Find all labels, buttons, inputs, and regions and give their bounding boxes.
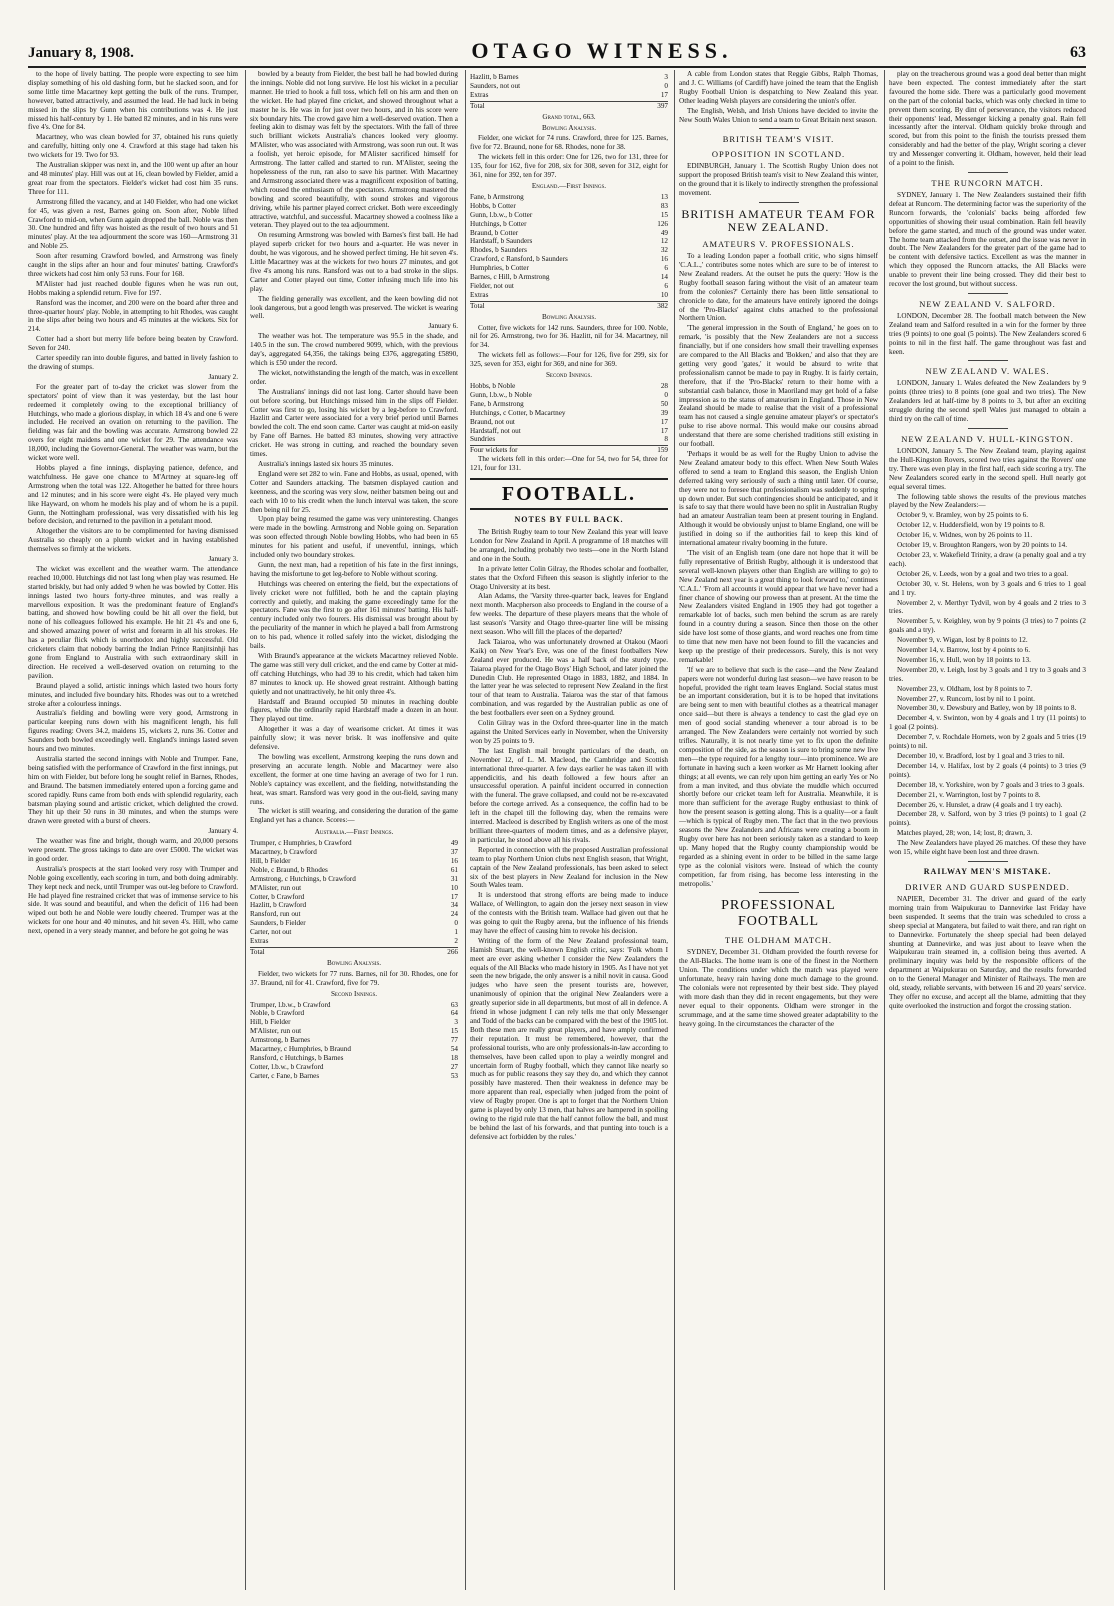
runs-value: 17: [450, 892, 458, 901]
score-row: [250, 1063, 458, 1072]
paragraph: A cable from London states that Reggie Gibbs, Ralph Thomas, and J. C. Williams (of Cardiff) have joined the team that the English Rugby Football Union is despatching to New Zealand this year. Other leading Welsh players are considering the union's offer.: [679, 70, 878, 105]
score-row: [470, 418, 668, 427]
score-row: [470, 273, 668, 282]
total-label: Total: [470, 301, 485, 310]
results-summary: The New Zealanders have played 26 matches. Of these they have won 15, while eight have been lost and three drawn.: [889, 839, 1086, 857]
result-item: December 21, v. Warrington, lost by 7 points to 8.: [897, 790, 1041, 799]
page-number: 63: [1069, 44, 1086, 61]
cricket-report-part-1: [28, 70, 238, 936]
batsman-entry: Hutchings, c Cotter, b Macartney: [470, 408, 566, 417]
runcorn-heading: THE RUNCORN MATCH.: [931, 177, 1044, 188]
paragraph: 'The visit of an English team (one dare not hope that it will be fully representative of British Rugby, although it is understood that several well-known players other than English are willing to go) to New Zealand next year is a great thing to look forward to,' continues 'C.A.L.' 'From all accounts it would appear that we have never had a finer chance of showing our prowess than at present. At the time the New Zealanders visited England in 1905 they had got together a remarkable lot of backs, such men behind the scrum as are rarely found in a country during a season. Since then those on the other side have lost some of those giants, and word reaches one from time to time that new men have not been found to fill the vacancies and keep up the prestige of their predecessors. Surely, this is not very remarkable!: [679, 548, 878, 664]
total-label: Four wickets for: [470, 446, 518, 455]
score-row: [470, 229, 668, 238]
wales-heading: NEW ZEALAND V. WALES.: [925, 366, 1050, 377]
batsman-entry: Gunn, l.b.w., b Cotter: [470, 210, 533, 219]
runs-value: 10: [660, 290, 668, 299]
score-row: [470, 246, 668, 255]
scorecard-continued: [470, 73, 668, 473]
paragraph: Altogether it was a day of wearisome cricket. At times it was painfully slow; it was never brisk. It was inoffensive and quite defensive.: [250, 725, 458, 752]
runs-value: 18: [450, 1053, 458, 1062]
paragraph: The English, Welsh, and Irish Unions have decided to invite the New South Wales Union to send a team to Great Britain next season.: [679, 106, 878, 124]
score-row: [470, 391, 668, 400]
paragraph: In a private letter Colin Gilray, the Rhodes scholar and footballer, states that the Oxford Fifteen this season is slightly inferior to the Otago University at its best.: [470, 564, 668, 591]
result-item: December 4, v. Swinton, won by 4 goals and 1 try (11 points) to 1 goal (2 points).: [889, 714, 1086, 732]
england-fall-of-wickets: The wickets fell as follows:—Four for 126, five for 299, six for 325, seven for 353, eight for 369, and nine for 369.: [470, 351, 668, 369]
total-value: 266: [447, 948, 458, 956]
paragraph: Reported in connection with the proposed Australian professional team to play Northern Union clubs next English season, that Wright, captain of the New Zealand professionals, has been asked to select six of the best players in New Zealand for inclusion in the New South Wales team.: [470, 845, 668, 890]
scorecard-title: Australia.—First Innings.: [314, 828, 394, 837]
score-row: [470, 435, 668, 444]
paragraph: On resuming Armstrong was bowled with Barnes's first ball. He had played superb cricket for two hours and a-quarter. He was never in doubt, he was vigorous, and he showed perfect timing. He hit seven 4's. Little Macartney was at the wickets for two hours 27 minutes, and got five 4's among his runs. Ransford was out to a bad stroke in the slips. Carter and Cotter played out time, Cotter infusing much life into his play.: [250, 231, 458, 293]
runs-value: 10: [450, 883, 458, 892]
batsman-entry: M'Alister, run out: [250, 883, 302, 892]
result-item: November 23, v. Oldham, lost by 8 points to 7.: [897, 684, 1033, 693]
notes-heading: NOTES BY FULL BACK.: [514, 515, 624, 525]
grand-total: Grand total, 663.: [542, 112, 596, 121]
result-item: November 16, v. Hull, won by 18 points to 13.: [897, 655, 1031, 664]
paragraph: To a leading London paper a football critic, who signs himself 'C.A.L.,' contributes some notes which are sure to be of interest to New Zealand readers. At the outset he puts the query: 'How is the Rugby football season faring without the visit of an amateur team from the colonies?' Certainly there has been little sensational to chronicle to date, for the amateurs have entirely ignored the doings of the 'Pro-Blacks' against clubs attached to the professional Northern Union.: [679, 252, 878, 323]
score-row: [470, 237, 668, 246]
score-row: [250, 1036, 458, 1045]
paragraph: The wicket was excellent and the weather warm. The attendance reached 10,000. Hutchings did not last long when play was resumed. He started briskly, but had only added 9 when he was bowled by Cotter. His innings lasted two hours forty-three minutes, and was really a marvellous exposition. It was the predominant feature of England's batting, and showed how bowling could be hit all over the field, but none of his colleagues followed his example. He hit 21 4's and one 6, and showed amazing power of wrist and forearm in all his strokes. He has a peculiar flick which is unorthodox and highly successful. Old cricketers claim that nobody barring the Indian Prince Ranjitsinhji has gone from England to Australia with such extraordinary skill in direction. He received a well-deserved ovation on returning to the pavilion.: [28, 564, 238, 680]
runs-value: 31: [450, 874, 458, 883]
paragraph: Macartney, who was clean bowled for 37, obtained his runs quietly and carefully, hitting only one 4. Crawford at this stage had taken his two wickets for 19. Two for 93.: [28, 133, 238, 160]
batsman-entry: Trumper, l.b.w., b Crawford: [250, 1000, 331, 1009]
railway-subheading: DRIVER AND GUARD SUSPENDED.: [905, 881, 1070, 892]
total-value: 382: [657, 301, 668, 310]
result-item: December 14, v. Halifax, lost by 2 goals (4 points) to 3 tries (9 points).: [889, 761, 1086, 779]
analysis-title: Bowling Analysis.: [326, 958, 382, 967]
runs-value: 1: [454, 928, 458, 937]
column-divider: [884, 70, 885, 1590]
paragraph: Altogether the visitors are to be complimented for having dismissed Australia so cheaply on a plumb wicket and in having established themselves so firmly at the wickets.: [28, 527, 238, 554]
oldham-heading: THE OLDHAM MATCH.: [725, 935, 832, 946]
paragraph: For the greater part of to-day the cricket was slower from the spectators' point of view than it was yesterday, but the last hour redeemed it completely owing to the exceptional brilliancy of Hutchings, who made a glorious display, in which 18 4's and one 6 were included. He received an ovation on returning to the pavilion. The fielding was fair and the bowling was accurate. Armstrong bowled 22 overs for eight maidens and one wicket for 29. The attendance was 18,000, including the Governor-General. The weather was warm, but the wicket wore well.: [28, 382, 238, 463]
separator: [759, 892, 799, 893]
runs-value: 77: [450, 1036, 458, 1045]
paragraph: The Australian skipper was next in, and the 100 went up after an hour and 48 minutes' play. Hill was out at 16, clean bowled by Fielder, amid a great roar from the spectators. Fielder's wicket had cost him 35 runs. Three for 111.: [28, 161, 238, 196]
column-4: [679, 70, 878, 1590]
edinburgh-report: EDINBURGH, January 1. The Scottish Rugby Union does not support the proposed British team's visit to New Zealand this winter, on the ground that it is likely to indirectly strengthen the professional movement.: [679, 162, 878, 198]
total-value: 397: [657, 101, 668, 110]
amateur-article: [679, 252, 878, 888]
cricket-report-part-2: [250, 70, 458, 825]
england-second-innings-title: Second Innings.: [545, 371, 593, 380]
paragraph: bowled by a beauty from Fielder, the best ball he had bowled during the innings. Noble did not long survive. He lost his wicket in a peculiar manner. He tried to hook a full toss, which fell on his arm and then on the wicket. He had played fine cricket, and showed throughout what a master he is. He was in for just over two hours, and in his score were six boundary hits. The crowd gave him a well-deserved ovation. Then a feeling akin to dismay was felt by the spectators. With the fall of three such brilliant wickets Australia's chances looked very gloomy. M'Alister, who was associated with Armstrong, was soon run out. It was a foolish, yet heroic episode, for M'Alister sacrificed himself for Armstrong. The latter called and started to run. M'Alister, seeing the hopelessness of the run, ran also to save his partner. With Macartney and Armstrong associated there was a magnificent exposition of batting, which roused the enthusiasm of the spectators. Armstrong mastered the bowling and scored beautifully, with sound strokes and vigorous driving, while his partner played correct cricket. Both were exceedingly attractive, watchful, and successful. Macartney showed a coolness like a veteran. They played out to the tea adjournment.: [250, 70, 458, 230]
bowling-analysis: Fielder, one wicket for 74 runs. Crawford, three for 125. Barnes, five for 72. Braund, none for 68. Rhodes, none for 38.: [470, 134, 668, 152]
score-row: [470, 255, 668, 264]
paragraph: to the hope of lively batting. The people were expecting to see him display something of his old dashing form, but he slacked soon, and for some little time Macartney kept getting the bulk of the runs. Trumper, however, batted attractively, and assumed the lead. He had luck in being missed in the slips by Gunn when his contributions was 4. He just missed his half-century by 1. He batted 82 minutes, and in his runs were five 4's. One for 84.: [28, 70, 238, 132]
score-row: [250, 1054, 458, 1063]
batsman-entry: Carter, c Fane, b Barnes: [250, 1071, 320, 1080]
total-label: Total: [470, 101, 485, 110]
total-label: Total: [250, 948, 265, 956]
score-row: [250, 928, 458, 937]
column-3: [470, 70, 668, 1590]
column-divider: [674, 70, 675, 1590]
england-total: [470, 301, 668, 311]
runs-value: 83: [660, 201, 668, 210]
runs-value: 3: [664, 73, 668, 81]
batsman-entry: Cotter, b Crawford: [250, 892, 305, 901]
second-innings-rows: [250, 1001, 458, 1081]
analysis-title: Bowling Analysis.: [541, 312, 597, 321]
batsman-entry: Gunn, l.b.w., b Noble: [470, 390, 532, 399]
paragraph: The weather was fine and bright, though warm, and 20,000 persons were present. The gross takings to date are over £5000. The wicket was in good order.: [28, 837, 238, 863]
batsman-entry: Hazlitt, b Crawford: [250, 901, 307, 910]
paragraph: The wicket, notwithstanding the length of the match, was in excellent order.: [250, 368, 458, 386]
oldham-report-continued: play on the treacherous ground was a good deal better than might have been expected. The contest immediately after the start favoured the home side. There was a particularly good movement on the part of the colonial backs, which was only checked in time to prevent them scoring. By dint of perseverance, the visitors reduced their opponents' lead, Messenger kicking a penalty goal. Rain fell incessantly after the interval. Oldham quickly broke through and scored, but from this point to the finish the tourists pressed them considerably and had the better of the play, Wright scoring a clever try and Messenger converting it. Oldham, however, held their lead of a point to the finish.: [889, 70, 1086, 168]
scorecard-total: [250, 947, 458, 957]
column-divider: [465, 70, 466, 1590]
runs-value: 0: [664, 81, 668, 90]
runs-value: 8: [664, 435, 668, 444]
paragraph: Upon play being resumed the game was very uninteresting. Changes were made in the bowling. Armstrong and Noble going on. Separation was soon effected through Noble bowling Hobbs, who had been in 65 minutes for his patient and useful, if uneventful, innings, which included only two boundary strokes.: [250, 515, 458, 560]
batsman-entry: Ransford, run out: [250, 910, 301, 919]
paragraph: Writing of the form of the New Zealand professional team, Hamish Stuart, the well-known English critic, says: 'Folk whom I meet are ever asking whether I consider the New Zealanders the equals of the All Blacks who made history in 1905. As I have not yet seen the new brigade, the only answer is a nihil novit in causa. Good judges who have seen the present tourists are, however, unanimously of opinion that the original New Zealanders were a greatly superior side in all departments, but most of all in defence. A friend in whose judgment I can rely tells me that only Messenger and Todd of the backs can be compared with the best of the 1905 lot. Both these men are really great players, and have amply confirmed their reputation. It must be remembered, however, that the professional tourists, who are only professionals-in-law according to themselves, have been called upon to play a weirdly mongrel and uncertain form of Rugby football, which they cannot like nearly so much as for public reasons they say they do, and which they cannot possibly have mastered. Then their weakness in defence may be more apparent than real, especially when judged from the point of view of Rugby proper. One is apt to forget that the Northern Union game is played by only 13 men, that halves are hampered in spoiling owing to the rigid rule that the half cannot follow the ball, and must be behind the last of his forwards, and that punting into touch is a defensive act forbidden by the rules.': [470, 936, 668, 1141]
british-visit-heading: BRITISH TEAM'S VISIT.: [722, 134, 835, 145]
batsman-entry: Cotter, l.b.w., b Crawford: [250, 1062, 324, 1071]
result-item: November 5, v. Keighley, won by 9 points (3 tries) to 7 points (2 goals and a try).: [889, 617, 1086, 635]
paragraph: Australia's prospects at the start looked very rosy with Trumper and Noble going excellently, each scoring in turn, and both doing admirably. They kept neck and neck, until Trumper was out-leg before to Crawford. He had played fine restrained cricket that was of immense service to his side. It was sound and beautiful, and when the deficit of 116 had been wiped out both he and Noble were loudly cheered. Trumper was at the wickets for one hour and 40 minutes, and hit seven 4's. Hill, who came next, opened in a very steady manner, and before he got going he was: [28, 864, 238, 936]
batsman-entry: Hazlitt, b Barnes: [470, 73, 519, 81]
batsman-entry: Crawford, c Ransford, b Saunders: [470, 255, 568, 264]
runs-value: 16: [660, 255, 668, 264]
batsman-entry: Macartney, b Crawford: [250, 848, 317, 857]
salford-heading: NEW ZEALAND V. SALFORD.: [919, 298, 1056, 309]
result-item: October 23, v. Wakefield Trinity, a draw (a penalty goal and a try each).: [889, 550, 1086, 568]
runs-value: 126: [657, 219, 668, 228]
england-second-fall: The wickets fell in this order:—One for 54, two for 54, three for 121, four for 131.: [470, 455, 668, 473]
batsman-entry: Fane, b Armstrong: [470, 192, 524, 201]
result-item: December 28, v. Salford, won by 3 tries (9 points) to 1 goal (2 points).: [889, 810, 1086, 828]
separator: [968, 360, 1008, 361]
paragraph: The bowling was excellent, Armstrong keeping the runs down and preserving an accurate length. Noble and Macartney were also excellent, the former at one time having an average of two for 1 run. Noble's captaincy was excellent, and the fielding, notwithstanding the heat, was smart. Ransford was very good in the out-field, saving many runs.: [250, 752, 458, 806]
batsman-entry: Hardstaff, not out: [470, 426, 521, 435]
runs-value: 2: [454, 937, 458, 946]
batsman-entry: Noble, c Braund, b Rhodes: [250, 865, 328, 874]
paragraph: It is understood that strong efforts are being made to induce Wallace, of Wellington, to again don the jersey next season in view of the contests with the British team. Wallace had given out that he was going to quit the Rugby arena, but the influence of his friends may have the effect of causing him to revoke his decision.: [470, 891, 668, 935]
paragraph: Hobbs played a fine innings, displaying patience, defence, and watchfulness. He gave one chance to M'Artney at square-leg off Armstrong when the total was 122. Altogether he batted for three hours and 12 minutes; and in his score were eight 4's. He played very much like Hayward, on whom he models his play and of whom he is a pupil. Gunn, the Nottingham professional, was very dissatisfied with his leg before decision, and returned to the pavilion in a petulant mood.: [28, 463, 238, 526]
runs-value: 16: [450, 856, 458, 865]
batsman-entry: Hill, b Fielder: [250, 856, 291, 865]
result-item: November 27, v. Runcorn, lost by nil to 1 point.: [897, 694, 1035, 703]
paragraph: 'If we are to believe that such is the case—and the New Zealand papers were not wonderful during last season—we have reason to be hopeful, provided the right team leaves England. Social status must be an important consideration, but it is to be hoped that invitations are being sent to men with beautiful clothes as a theatrical manager once said—but there is always a tendency to cast the glad eye on men of good social standing whenever a tour abroad is to be arranged. The New Zealanders were certainly not worried by such trifles. Naturally, it is not nearly time yet to fix upon the definite composition of the side, as the season is sure to bring some new live men—the type required for a lengthy tour—into prominence. We are fortunate in having such a keen worker as Mr Harnett looking after things; at all events, we can rely upon him getting an early Yes or No from a man invited, and thus obviate the muddle which occurred shortly before our cricket team left for Australia. Meanwhile, it is more than sufficient for the average Rugby enthusiast to think of how the present season is getting along. This is a quality—or a fault—which is typical of Rugby men. The fact that in the two previous seasons the New Zealanders and Africans were creating a boom in Rugby over here has not been seriously taken as a standard to keep up. Many hoped that the Rugby county championship would be regarded as a shining event in order to be billed in the same large type as the colonial visitors were. Instead of which the county competition, far from rising, has become less interesting in the metropolis.': [679, 665, 878, 888]
paragraph: Alan Adams, the 'Varsity three-quarter back, leaves for England next month. Macpherson also proceeds to England in the course of a few weeks. The departure of these players means that the whole of last season's 'Varsity and Otago three-quarter line will be missing next season. Who will fill the places of the departed?: [470, 592, 668, 637]
score-row: [470, 211, 668, 220]
england-bowling-analysis: Cotter, five wickets for 142 runs. Saunders, three for 100. Noble, nil for 26. Armstrong, two for 36. Hazlitt, nil for 34. Macartney, nil for 34.: [470, 323, 668, 350]
score-row: [250, 1018, 458, 1027]
paragraph: Gunn, the next man, had a repetition of his fate in the first innings, having the misfortune to get leg-before to Noble without scoring.: [250, 560, 458, 578]
professional-football-heading: PROFESSIONAL FOOTBALL: [721, 898, 836, 930]
paragraph: Australia started the second innings with Noble and Trumper. Fane, being satisfied with the performance of Crawford in the first innings, put him on with Fielder, but before long he sought relief in Barnes, Rhodes, and Braund. The batsmen immediately entered upon a forcing game and scored rapidly. Runs came from both ends with splendid regularity, each batsman playing sound and artistic cricket, which delighted the crowd. They hit up their 50 runs in 30 minutes, and when the stumps were drawn were greeted with a burst of cheers.: [28, 754, 238, 826]
score-row: [250, 866, 458, 875]
score-row: [250, 875, 458, 884]
batsman-entry: Carter, not out: [250, 928, 292, 937]
batsman-entry: Hobbs, b Cotter: [470, 201, 516, 210]
hull-report: LONDON, January 5. The New Zealand team, playing against the Hull-Kingston Rovers, scored two tries against the Rovers' one try. There was even play in the first half, each side scoring a try. The New Zealanders scored early in the second spell. Hull nearly got equal several times.: [889, 447, 1086, 491]
score-row: [250, 1027, 458, 1036]
paragraph: Australia's innings lasted six hours 35 minutes.: [258, 459, 394, 468]
score-row: [250, 937, 458, 946]
score-row: [470, 282, 668, 291]
separator: [759, 128, 799, 129]
paragraph: Hardstaff and Braund occupied 50 minutes in reaching double figures, while the ordinarily rapid Hardstaff made a dozen in an hour. They played out time.: [250, 697, 458, 724]
england-first-innings-title: England.—First Innings.: [531, 181, 607, 190]
result-item: December 18, v. Yorkshire, won by 7 goals and 3 tries to 3 goals.: [897, 780, 1085, 789]
paragraph: Ransford was the incomer, and 200 were on the board after three and three-quarter hours' play. Noble, in attempting to hit Rhodes, was caught in the slips after being two hours and 45 minutes at the wickets. Six for 214.: [28, 298, 238, 334]
runs-value: 12: [660, 237, 668, 246]
runs-value: 32: [660, 246, 668, 255]
results-list: [889, 511, 1086, 838]
result-item: October 26, v. Leeds, won by a goal and two tries to a goal.: [897, 569, 1068, 578]
score-row: [470, 73, 668, 82]
score-row: [250, 857, 458, 866]
bowling-analysis: Fielder, two wickets for 77 runs. Barnes, nil for 30. Rhodes, one for 37. Braund, nil for 41. Crawford, five for 79.: [250, 969, 458, 987]
second-innings-title: Second Innings.: [330, 989, 378, 998]
batsman-entry: Armstrong, c Hutchings, b Crawford: [250, 874, 356, 883]
issue-date: January 8, 1908.: [28, 45, 134, 61]
runs-value: 17: [660, 426, 668, 435]
batsman-entry: Noble, b Crawford: [250, 1009, 305, 1018]
paragraph: Soon after resuming Crawford bowled, and Armstrong was finely caught in the slips after an hour and four minutes' batting. Crawford's three wickets had cost him only 53 runs. Four for 168.: [28, 252, 238, 278]
batsman-entry: Macartney, c Humphries, b Braund: [250, 1045, 351, 1054]
batsman-entry: Humphries, b Cotter: [470, 264, 529, 273]
batsman-entry: Hardstaff, b Saunders: [470, 237, 533, 246]
runs-value: 0: [664, 390, 668, 399]
paragraph: January 4.: [208, 827, 238, 836]
separator: [759, 202, 799, 203]
result-item: November 14, v. Barrow, lost by 4 points to 6.: [897, 646, 1031, 655]
runs-value: 63: [450, 1000, 458, 1009]
runs-value: 64: [450, 1009, 458, 1018]
paragraph: 'Perhaps it would be as well for the Rugby Union to advise the New Zealand amateur body to this effect. When New South Wales offered to send a team to England this season, the English Union deferred taking very seriously of such a thing until later. Of course, they were not to foresee that professionalism was suddenly to spring up down under. But such contingencies should be anticipated, and it is safe to say that there would have been no split in Australian Rugby had an amateur Australian team been at present touring in England. Although it would be obviously unjust to blame England, one will be justified in doing so if the authorities fail to keep this kind of international amateur rivalry booming in the future.: [679, 450, 878, 548]
railway-report: NAPIER, December 31. The driver and guard of the early morning train from Waipukurau to Dannevirke last Friday have been suspended. It seems that the train was scheduled to cross a sheep special at Mangatera, but failed to wait there, and ran right on to Dannevirke. Fortunately the sheep special had been delayed shunting at Dannevirke, and was just about to leave when the Waipukurau train steamed in, a collision being thus averted. A preliminary inquiry was held by the responsible officers of the department at Waipukurau on Saturday, and the results forwarded on to the General Manager and Minister of Railways. The men are old, steady, reliable servants, with between 16 and 20 years' service. They offer no excuse, and accept all the blame, admitting that they quite overlooked the instruction and forgot the crossing station.: [889, 894, 1086, 1010]
paragraph: Jack Taiaroa, who was unfortunately drowned at Otakou (Maori Kaik) on New Year's Eve, was one of the finest footballers New Zealand ever produced. He was a half back of the sturdy type. Taiaroa played for the Otago Boys' High School, and later joined the Dunedin Club. He represented Otago in 1883, 1882, and 1884. In the latter year he was selected to represent New Zealand in the first tour of that team to Australia. Taiaroa was the star of that famous combination, and was regarded by the Australian public as one of the best footballers ever seen on a Sydney ground.: [470, 637, 668, 718]
paragraph: January 6.: [428, 322, 458, 331]
railway-heading: RAILWAY MEN'S MISTAKE.: [923, 866, 1052, 876]
paragraph: Armstrong filled the vacancy, and at 140 Fielder, who had one wicket for 45, was given a rest, Barnes going on. Soon after, Noble lifted Crawford to mid-on, when Gunn again dropped the ball. Noble was then 30. One hundred and fifty was hoisted as the result of two hours and 51 minutes' play. At the tea adjournment the score was 160—Armstrong 31 and Noble 25.: [28, 197, 238, 251]
result-item: December 26, v. Hunslet, a draw (4 goals and 1 try each).: [897, 800, 1063, 809]
separator: [968, 861, 1008, 862]
score-row: [470, 291, 668, 300]
column-5: [889, 70, 1086, 1590]
scorecard-total: [470, 101, 668, 111]
amateurs-subheading: AMATEURS V. PROFESSIONALS.: [702, 239, 855, 250]
result-item: Matches played, 28; won, 14; lost, 8; drawn, 3.: [897, 829, 1033, 838]
runs-value: 28: [660, 382, 668, 390]
paragraph: January 2.: [208, 372, 238, 381]
batsman-entry: Trumper, c Humphries, b Crawford: [250, 839, 352, 848]
hull-heading: NEW ZEALAND V. HULL-KINGSTON.: [901, 434, 1074, 444]
paragraph: The wicket is still wearing, and considering the duration of the game England yet has a chance. Scores:—: [250, 807, 458, 825]
runs-value: 3: [454, 1018, 458, 1027]
score-row: [250, 919, 458, 928]
batsman-entry: Extras: [250, 937, 269, 946]
runs-value: 13: [660, 192, 668, 201]
batsman-entry: M'Alister, run out: [250, 1027, 302, 1036]
salford-report: LONDON, December 28. The football match between the New Zealand team and Salford resulted in a win for the former by three tries (9 points) to one goal (5 points). The New Zealanders scored 6 points to nil in the first half. The game throughout was fast and keen.: [889, 311, 1086, 356]
runs-value: 50: [660, 399, 668, 408]
runs-value: 39: [660, 408, 668, 417]
score-row: [470, 91, 668, 100]
runs-value: 27: [450, 1062, 458, 1071]
runs-value: 61: [450, 865, 458, 874]
paragraph: The fielding generally was excellent, and the keen bowling did not look dangerous, but a good length was preserved. The wicket is wearing well.: [250, 294, 458, 321]
paragraph: The last English mail brought particulars of the death, on November 12, of L. M. Macleod, the Cambridge and Scottish international three-quarter. A few days earlier he was taken ill with appendicitis, and his death followed a few hours after an unsuccessful operation. A painful incident occurred in connection with the funeral. The grave collapsed, and could not be re-excavated before the cortege arrived. As a consequence, the coffin had to be left in the chapel till the following day, when the remains were interred. Macleod is described by English writers as one of the most brilliant three-quarters of modern times, and as a defensive player, in particular, he stood above all his rivals.: [470, 746, 668, 844]
football-heading: FOOTBALL.: [470, 478, 668, 510]
result-item: October 19, v. Broughton Rangers, won by 20 points to 14.: [897, 541, 1068, 550]
runs-value: 17: [660, 90, 668, 99]
score-row: [250, 1001, 458, 1010]
batsman-entry: Hobbs, b Noble: [470, 382, 516, 390]
runs-value: 6: [664, 264, 668, 273]
paragraph: Australia's fielding and bowling were very good, Armstrong in particular keeping runs down with his magnificent length, his full figures reading: Overs 34.2, maidens 15, wickets 2, runs 36. Cotter and Saunders both bowled exceedingly well. England's innings lasted seven hours and two minutes.: [28, 709, 238, 754]
score-row: [250, 1009, 458, 1018]
separator: [968, 293, 1008, 294]
england-rows: [470, 193, 668, 300]
scorecard-rows-continued: [470, 73, 668, 100]
batsman-entry: Ransford, c Hutchings, b Barnes: [250, 1053, 344, 1062]
score-row: [250, 910, 458, 919]
oldham-report: SYDNEY, December 31. Oldham provided the fourth reverse for the All-Blacks. The home team is one of the finest in the Northern Union. The conditions under which the match was played were unfortunate, heavy rain having done much damage to the ground. The colonials were not represented by their best side. They played with more dash than they did in recent engagements, but they were never equal to their opponents. Oldham were stronger in the scrummage, and at the same time showed greater adaptability to the heavy going. In the circumstances the character of the: [679, 948, 878, 1028]
batsman-entry: Rhodes, b Saunders: [470, 246, 527, 255]
score-row: [250, 848, 458, 857]
paragraph: Cotter had a short but merry life before being beaten by Crawford. Seven for 240.: [28, 335, 238, 353]
paragraph: The weather was hot. The temperature was 95.5 in the shade, and 140.5 in the sun. The crowd numbered 9099, which, with the previous day's, aggregated 64,356, the takings being £376, aggregating £5890, which is £50 under the record.: [250, 332, 458, 367]
result-item: November 2, v. Merthyr Tydvil, won by 4 goals and 2 tries to 3 tries.: [889, 598, 1086, 616]
score-row: [470, 220, 668, 229]
england-second-rows: [470, 382, 668, 444]
result-item: December 10, v. Bradford, lost by 1 goal and 3 tries to nil.: [897, 752, 1065, 760]
runs-value: 14: [660, 273, 668, 282]
paragraph: Carter speedily ran into double figures, and batted in lively fashion to the drawing of stumps.: [28, 354, 238, 371]
fall-of-wickets: The wickets fell in this order: One for 126, two for 131, three for 135, four for 162, five for 208, six for 308, seven for 312, eight for 361, nine for 392, ten for 397.: [470, 153, 668, 180]
score-row: [250, 839, 458, 848]
runs-value: 24: [450, 910, 458, 919]
paragraph: Braund played a solid, artistic innings which lasted two hours forty minutes, and included five boundary hits. Rhodes was out to a wretched stroke after a colourless innings.: [28, 681, 238, 708]
runs-value: 15: [660, 210, 668, 219]
analysis-title: Bowling Analysis.: [541, 123, 597, 132]
batsman-entry: Braund, not out: [470, 417, 515, 426]
runs-value: 0: [454, 919, 458, 928]
batsman-entry: Fielder, not out: [470, 281, 514, 290]
score-row: [470, 202, 668, 211]
batsman-entry: Braund, b Cotter: [470, 228, 519, 237]
runs-value: 49: [660, 228, 668, 237]
paragraph: The British Rugby team to tour New Zealand this year will leave London for New Zealand in April. A programme of 18 matches will be arranged, including probably two tests—one in the North Island and one in the South.: [470, 528, 668, 563]
runs-value: 37: [450, 848, 458, 857]
runs-value: 49: [450, 839, 458, 848]
score-row: [470, 409, 668, 418]
score-row: [470, 382, 668, 391]
batsman-entry: Saunders, b Fielder: [250, 919, 306, 928]
result-item: October 16, v. Widnes, won by 26 points to 11.: [897, 531, 1033, 540]
batsman-entry: Barnes, c Hill, b Armstrong: [470, 273, 550, 282]
runs-value: 17: [660, 417, 668, 426]
score-row: [470, 427, 668, 436]
runs-value: 34: [450, 901, 458, 910]
score-row: [470, 400, 668, 409]
result-item: October 30, v. St. Helens, won by 3 goals and 6 tries to 1 goal and 1 try.: [889, 579, 1086, 597]
separator: [968, 428, 1008, 429]
result-item: November 30, v. Dewsbury and Batley, won by 18 points to 8.: [897, 704, 1077, 713]
runs-value: 53: [450, 1071, 458, 1080]
batsman-entry: Saunders, not out: [470, 81, 521, 90]
paper-title: OTAGO WITNESS.: [471, 38, 733, 63]
result-item: November 20, v. Leigh, lost by 3 goals and 1 try to 3 goals and 3 tries.: [889, 665, 1086, 683]
score-row: [250, 1072, 458, 1081]
separator: [968, 172, 1008, 173]
paragraph: Colin Gilray was in the Oxford three-quarter line in the match against the United Services early in November, when the University won by 25 points to 9.: [470, 719, 668, 745]
runcorn-report: SYDNEY, January 1. The New Zealanders sustained their fifth defeat at Runcorn. The determining factor was the superiority of the Runcorn forwards, the 'colonials' backs being afforded few opportunities of showing their usual combination. Rain fell heavily before the game started, and much of the ground was under water. The home team attacked from the outset, and the issue was never in doubt. The New Zealanders for the greater part of the game had to be content with defensive tactics. Excellent as was the manner in which they opposed the Runcorn attacks, the All Blacks were unable to prevent their line being crossed. They did their best to recover the lost ground, but without success.: [889, 190, 1086, 289]
paragraph: The Australians' innings did not last long. Carter should have been out before scoring, but Hutchings missed him in the slips off Fielder. Cotter was first to go, losing his wicket by a leg-before to Crawford. Hazlitt and Carter were associated for a very brief period until Barnes bowled the colt. The end soon came. Carter was caught at mid-on easily by Fane off Barnes. He batted 83 minutes, showing very attractive cricket. He was strong in cutting, and reached the boundary seven times.: [250, 387, 458, 459]
masthead: [28, 36, 1086, 68]
amateur-team-heading: BRITISH AMATEUR TEAM FOR NEW ZEALAND.: [681, 207, 876, 235]
score-row: [250, 901, 458, 910]
paragraph: M'Alister had just reached double figures when he was run out, Hobbs making a splendid return. Five for 197.: [28, 279, 238, 297]
runs-value: 54: [450, 1045, 458, 1054]
batsman-entry: Sundries: [470, 435, 496, 444]
paragraph: 'The general impression in the South of England,' he goes on to remark, 'is possibly that the New Zealanders are not a success financially, but if one considers how small their travelling expenses are compared to the All Blacks and 'Bokken,' and also that they are getting very good 'gates,' it would be absurd to write that professionalism cannot be made to pay in Rugby. It is fairly certain, therefore, that if the 'Pro-Blacks' return to their home with a substantial cash balance, those in Maoriland may get hold of a false impression as to the status of amateurism in England. Those in New Zealand should be made to realise that the visit of a professional team has not caused a single genuine amateur player's or spectator's pulse to rise above normal. This would make our cousins abroad understand that there are some cherished traditions still existing in our football.: [679, 324, 878, 449]
football-notes: [470, 528, 668, 1142]
batsman-entry: Hill, b Fielder: [250, 1018, 291, 1027]
score-row: [470, 193, 668, 202]
batsman-entry: Extras: [470, 290, 489, 299]
results-intro: The following table shows the results of the previous matches played by the New Zealanders:—: [889, 492, 1086, 510]
cable-news: [679, 70, 878, 124]
england-second-total: [470, 445, 668, 455]
paragraph: England were set 282 to win. Fane and Hobbs, as usual, opened, with Cotter and Saunders attacking. The batsmen displayed caution and keenness, and the scoring was very slow, neither batsmen being out and each with 10 to his credit when the lunch interval was taken, the score then being nil for 25.: [250, 469, 458, 514]
runs-value: 6: [664, 281, 668, 290]
result-item: October 12, v. Huddersfield, won by 19 points to 8.: [897, 521, 1045, 530]
opposition-subheading: OPPOSITION IN SCOTLAND.: [711, 149, 846, 160]
batsman-entry: Fane, b Armstrong: [470, 399, 524, 408]
result-item: October 9, v. Bramley, won by 25 points to 6.: [897, 511, 1029, 520]
score-row: [470, 264, 668, 273]
paragraph: January 3.: [208, 555, 238, 564]
column-1-cricket: [28, 70, 238, 1590]
batsman-entry: Extras: [470, 90, 489, 99]
total-value: 159: [657, 446, 668, 455]
paragraph: With Braund's appearance at the wickets Macartney relieved Noble. The game was still very dull cricket, and the end came by Cotter at mid-off catching Hutchings, who had 39 to his credit, which had taken him 87 minutes to knock up. He showed great restraint. Although batting quietly and not unattractively, he hit only three 4's.: [250, 652, 458, 696]
batsman-entry: Hutchings, b Cotter: [470, 219, 527, 228]
australia-scorecard: [250, 828, 458, 1080]
score-row: [250, 893, 458, 902]
column-divider: [245, 70, 246, 1590]
column-2-cricket: [250, 70, 458, 1590]
score-row: [250, 1045, 458, 1054]
paragraph: Hutchings was cheered on entering the field, but the expectations of lively cricket were not fulfilled, both he and the captain playing correctly and quietly, and making the game exceedingly tame for the spectators. Fane was the first to go after 161 minutes' batting. His half-century included only two fourers. His dismissal was brought about by the peculiarity of the manner in which he played a ball from Armstrong on to his pad, whence it rolled safely into the wicket, dislodging the bails.: [250, 579, 458, 651]
result-item: December 7, v. Rochdale Hornets, won by 2 goals and 5 tries (19 points) to nil.: [889, 733, 1086, 751]
result-item: November 9, v. Wigan, lost by 8 points to 12.: [897, 636, 1028, 645]
score-row: [470, 82, 668, 91]
scorecard-rows: [250, 839, 458, 946]
score-row: [250, 884, 458, 893]
runs-value: 15: [450, 1027, 458, 1036]
wales-report: LONDON, January 1. Wales defeated the New Zealanders by 9 points (three tries) to 8 points (one goal and two tries). The New Zealanders led at half-time by 8 points to 3, but after an exciting struggle during the second spell Wales just managed to obtain a third try on the call of time.: [889, 379, 1086, 424]
batsman-entry: Armstrong, b Barnes: [250, 1036, 311, 1045]
